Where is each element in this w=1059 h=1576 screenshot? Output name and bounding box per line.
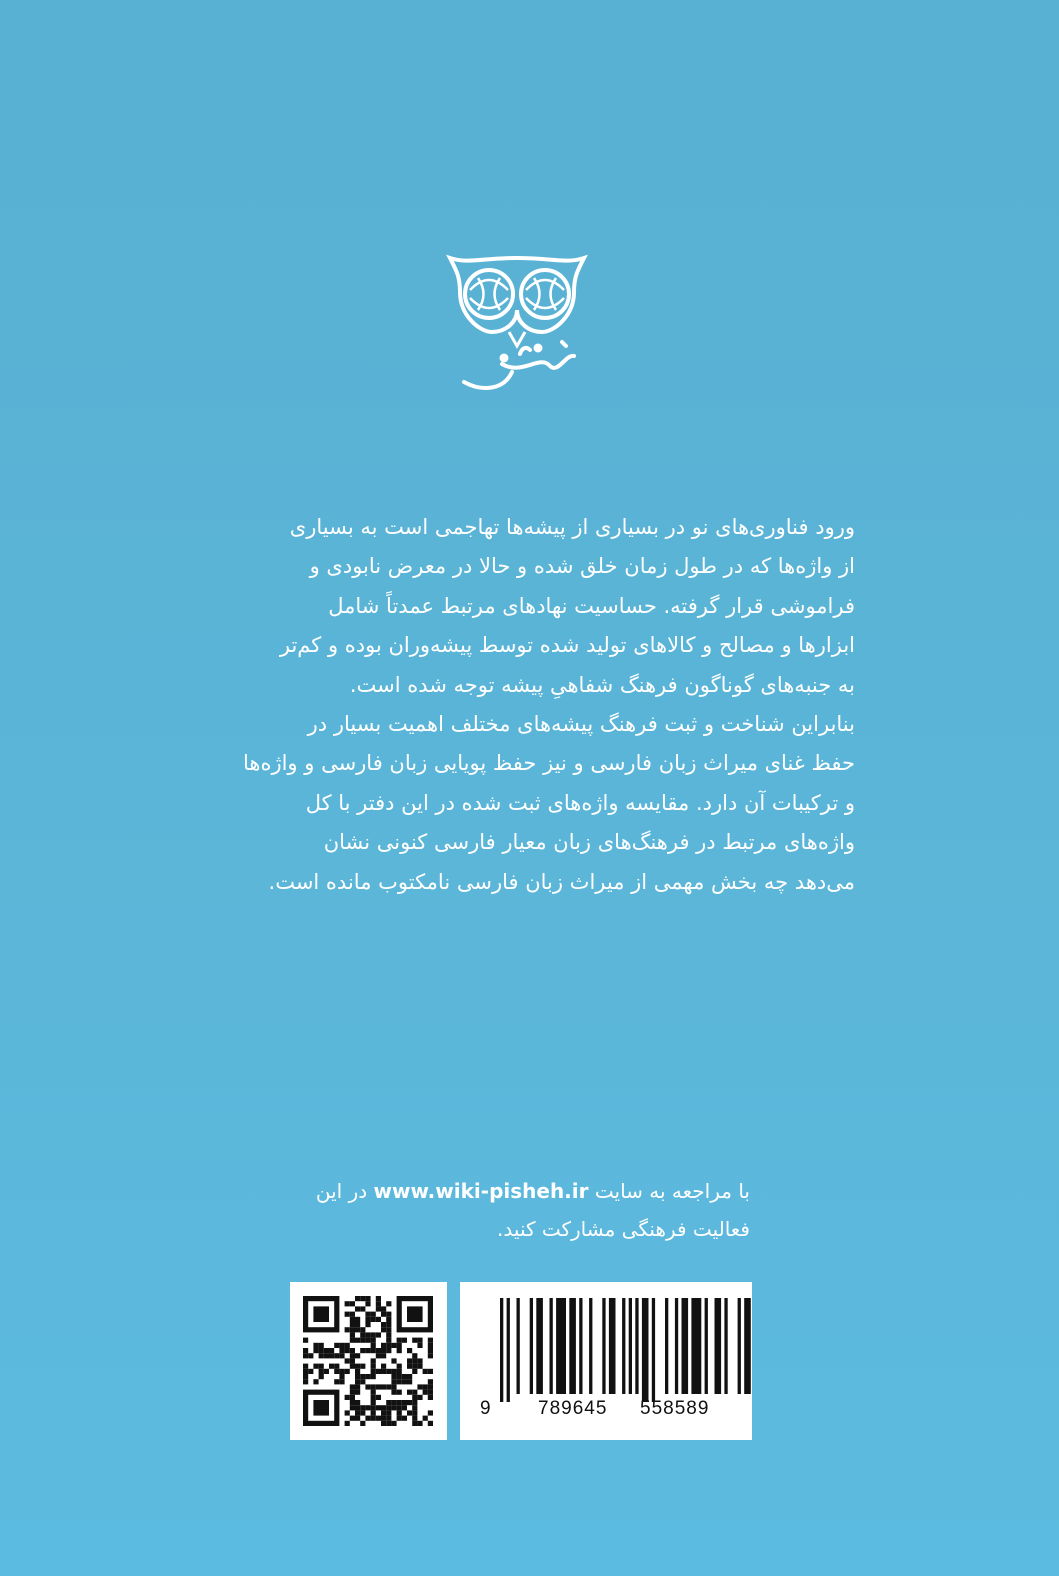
qr-code-icon: [303, 1296, 433, 1426]
blurb-line: می‌دهد چه بخش مهمی از میراث زبان فارسی نامکتوب مانده است.: [268, 869, 855, 894]
blurb-line: بنابراین شناخت و ثبت فرهنگ پیشه‌های مختلف اهمیت بسیار در: [307, 712, 855, 737]
website-note-line-1: [290, 1172, 750, 1210]
blurb-line: ابزارها و مصالح و کالاهای تولید شده توسط پیشه‌وران بوده و کم‌تر: [279, 633, 855, 658]
blurb-line: به جنبه‌های گوناگون فرهنگ شفاهیِ پیشه توجه شده است.: [349, 672, 855, 697]
barcode-icon: [460, 1282, 752, 1402]
qr-code-panel: [290, 1282, 447, 1440]
blurb-line: واژه‌های مرتبط در فرهنگ‌های زبان معیار فارسی کنونی نشان: [323, 830, 855, 855]
website-note: [290, 1172, 750, 1248]
isbn-group-left: 789645: [538, 1398, 608, 1419]
isbn-group-right: 558589: [640, 1398, 710, 1419]
blurb-line: فراموشی قرار گرفته. حساسیت نهادهای مرتبط عمدتاً شامل: [328, 593, 855, 618]
isbn-digit-first: 9: [480, 1398, 491, 1419]
blurb-line: و ترکیبات آن دارد. مقایسه واژه‌های ثبت شده در این دفتر با کل: [305, 790, 855, 815]
isbn-number: [460, 1398, 752, 1426]
logo-wordmark: [464, 342, 574, 388]
owl-logo-icon: [442, 250, 592, 400]
blurb-line: حفظ غنای میراث زبان فارسی و نیز حفظ پویایی زبان فارسی و واژه‌ها: [242, 751, 855, 776]
publisher-logo: [442, 250, 592, 400]
back-cover-blurb: [205, 508, 855, 902]
blurb-line: از واژه‌ها که در طول زمان خلق شده و حالا در معرض نابودی و: [309, 554, 855, 579]
website-note-before: با مراجعه به سایت: [594, 1179, 750, 1203]
blurb-line: ورود فناوری‌های نو در بسیاری از پیشه‌ها تهاجمی است به بسیاری: [289, 515, 855, 539]
website-url[interactable]: www.wiki-pisheh.ir: [373, 1179, 589, 1203]
isbn-barcode-panel: [460, 1282, 752, 1440]
website-note-line-2: فعالیت فرهنگی مشارکت کنید.: [497, 1217, 750, 1241]
website-note-after: در این: [315, 1179, 368, 1203]
